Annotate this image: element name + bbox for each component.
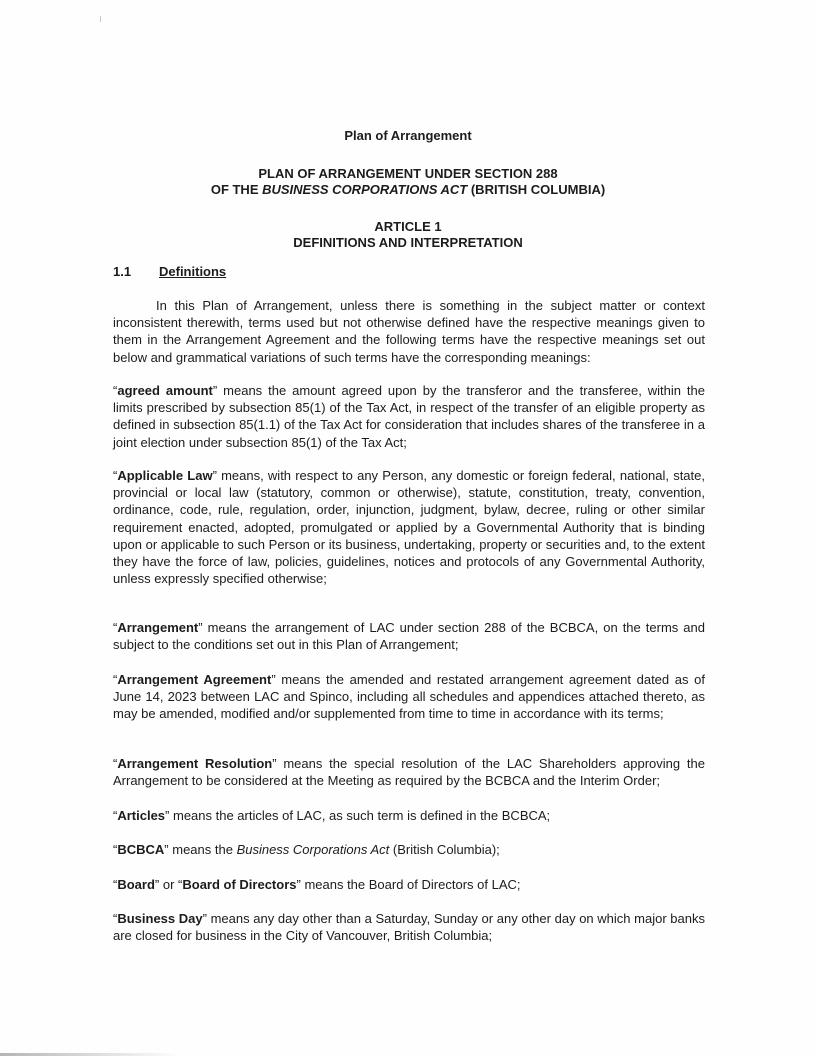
defined-term: Arrangement Agreement (117, 672, 272, 687)
definition-bcbca (113, 841, 705, 858)
definition-text-prefix: ” means the (164, 842, 237, 857)
definition-text: ” means the amended and restated arrangement agreement dated as of June 14, 2023 between LAC and Spinco, including all schedules and appendices attached thereto, as may be amended, modified and/or supplemented from time to time in accordance with its terms; (113, 672, 705, 722)
defined-term: Business Day (117, 911, 203, 926)
scan-artifact (100, 16, 101, 22)
defined-term: Applicable Law (117, 468, 213, 483)
definition-articles (113, 807, 705, 824)
defined-term: BCBCA (117, 842, 165, 857)
defined-term: Board (117, 877, 155, 892)
article-label: ARTICLE 1 (374, 219, 442, 234)
open-quote: “ (113, 672, 118, 687)
definition-arrangement-agreement (113, 671, 705, 723)
defined-term: Articles (117, 808, 166, 823)
open-quote: “ (113, 383, 118, 398)
defined-term: Arrangement Resolution (117, 756, 273, 771)
definition-board (113, 876, 705, 893)
definition-text: ” means, with respect to any Person, any domestic or foreign federal, national, state, provincial or local law (statutory, common or otherwise), statute, constitution, treaty, convention, ordinance, code, rule, regulation, order, injunction, judgment, bylaw, decree, ruling or other similar requirement enacted, adopted, promulgated or applied by a Governmental Authority that is binding upon or applicable to such Person or its business, undertaking, property or securities and, to the extent they have the force of law, policies, guidelines, notices and protocols of any Governmental Authority, unless expressly specified otherwise; (113, 468, 705, 587)
open-quote: “ (113, 468, 118, 483)
open-quote: “ (113, 842, 118, 857)
definition-text-suffix: (British Columbia); (389, 842, 500, 857)
definition-text: ” means the articles of LAC, as such term is defined in the BCBCA; (165, 808, 551, 823)
definition-act-name: Business Corporations Act (236, 842, 390, 857)
definition-text: ” means the amount agreed upon by the transferor and the transferee, within the limits prescribed by subsection 85(1) of the Tax Act, in respect of the transfer of an eligible property as defined in subsection 85(1.1) of the Tax Act for consideration that includes shares of the transferee in a joint election under subsection 85(1) of the Tax Act; (113, 383, 706, 450)
open-quote: “ (113, 877, 118, 892)
definition-text: ” means the arrangement of LAC under section 288 of the BCBCA, on the terms and subject to the conditions set out in this Plan of Arrangement; (113, 620, 705, 653)
defined-term-alternate: Board of Directors (182, 877, 297, 892)
plan-title-line-1: PLAN OF ARRANGEMENT UNDER SECTION 288 (258, 166, 558, 181)
definition-text: ” means any day other than a Saturday, Sunday or any other day on which major banks are closed for business in the City of Vancouver, British Columbia; (113, 911, 705, 944)
definition-applicable-law (113, 467, 705, 587)
definition-business-day (113, 910, 705, 944)
open-quote: “ (113, 808, 118, 823)
defined-term: Arrangement (117, 620, 199, 635)
definition-agreed-amount (113, 382, 705, 451)
plan-title-prefix: OF THE (210, 182, 263, 197)
intro-paragraph: In this Plan of Arrangement, unless there is something in the subject matter or context inconsistent therewith, terms used but not otherwise defined have the respective meanings given to them in the Arrangement Agreement and the following terms have the respective meanings set out below and grammatical variations of such terms have the corresponding meanings: (113, 298, 705, 365)
definition-arrangement-resolution (113, 755, 705, 789)
article-title: DEFINITIONS AND INTERPRETATION (293, 235, 523, 250)
section-number: 1.1 (113, 264, 132, 279)
plan-title-act-name: BUSINESS CORPORATIONS ACT (262, 182, 468, 197)
section-title: Definitions (159, 264, 227, 279)
open-quote: “ (113, 911, 118, 926)
open-quote: “ (113, 756, 118, 771)
defined-term: agreed amount (117, 383, 213, 398)
definition-connector: ” or “ (154, 877, 183, 892)
definition-text: ” means the Board of Directors of LAC; (296, 877, 521, 892)
definition-text: ” means the special resolution of the LAC Shareholders approving the Arrangement to be considered at the Meeting as required by the BCBCA and the Interim Order; (113, 756, 705, 789)
plan-title-line-2 (0, 182, 816, 198)
plan-title-suffix: (BRITISH COLUMBIA) (467, 182, 606, 197)
definition-arrangement (113, 619, 705, 653)
section-heading (113, 264, 226, 280)
document-header-title: Plan of Arrangement (344, 128, 472, 143)
open-quote: “ (113, 620, 118, 635)
